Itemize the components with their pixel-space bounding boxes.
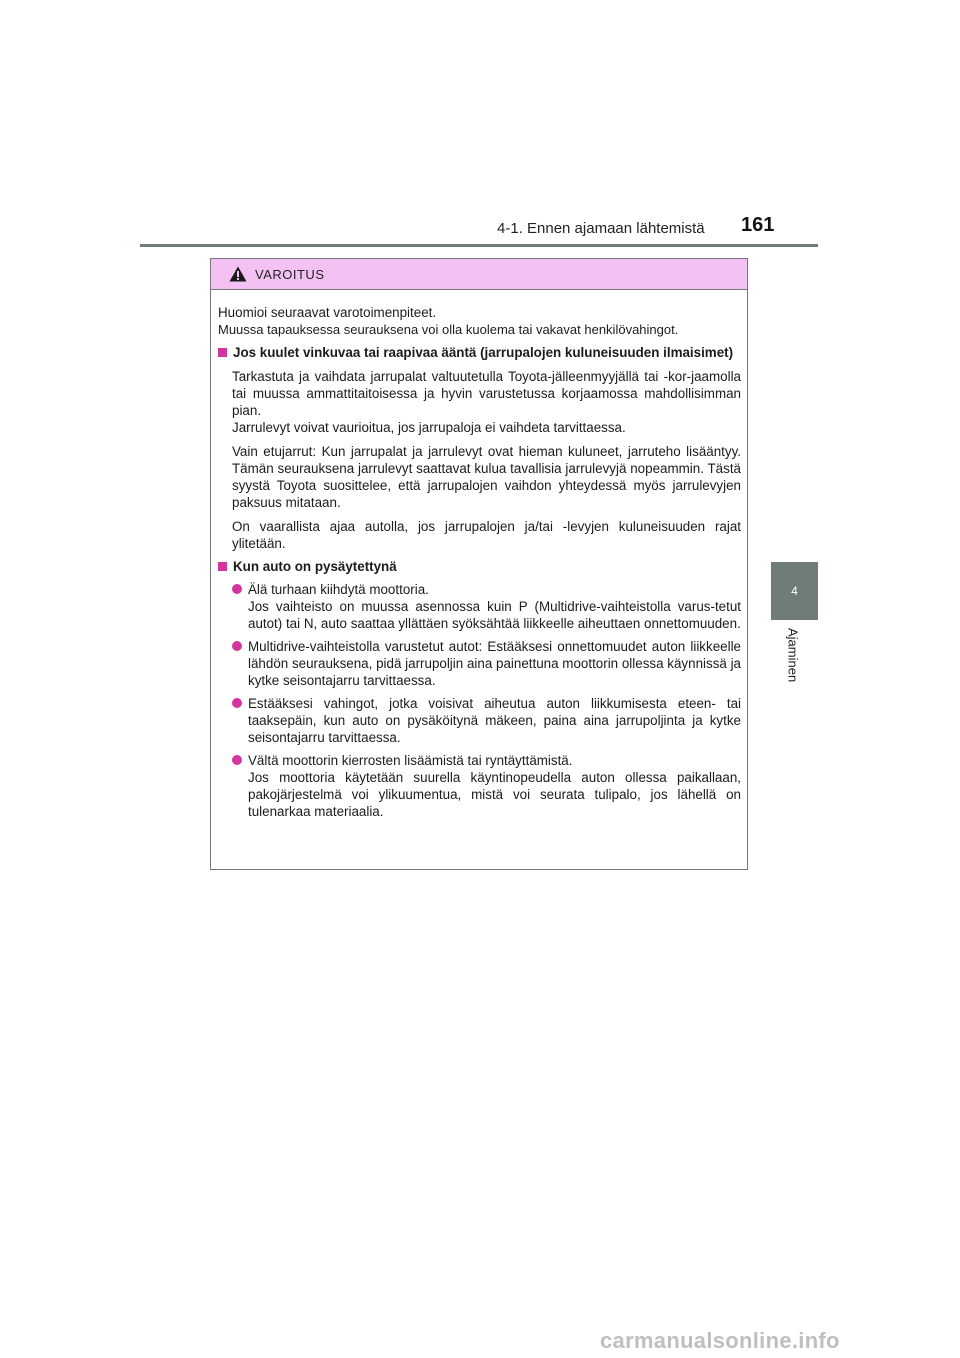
intro-line-1: Huomioi seuraavat varotoimenpiteet. [218, 305, 437, 320]
section-title-text: Kun auto on pysäytettynä [233, 559, 397, 574]
chapter-label: Ajaminen [785, 628, 801, 683]
list-item [232, 752, 741, 820]
circle-bullet-icon [232, 755, 242, 765]
list-item-text [248, 638, 741, 689]
section-brake-wear [218, 344, 741, 552]
chapter-number: 4 [791, 584, 798, 598]
square-bullet-icon [218, 562, 227, 571]
watermark-text: carmanualsonline.info [600, 1328, 840, 1353]
section-vehicle-stopped [218, 558, 741, 820]
warning-triangle-icon [229, 266, 247, 282]
warning-box [210, 258, 748, 870]
paragraph-line: Jarrulevyt voivat vaurioitua, jos jarrupaloja ei vaihdeta tarvittaessa. [232, 420, 626, 435]
circle-bullet-icon [232, 698, 242, 708]
paragraph-line: Tarkastuta ja vaihdata jarrupalat valtuutetulla Toyota-jälleenmyyjällä tai -kor-jaamolla tai muussa ammattitaitoisessa ja hyvin varustetussa korjaamossa mahdollisimman pian. [232, 369, 741, 418]
circle-bullet-icon [232, 641, 242, 651]
header-divider [140, 244, 818, 247]
section-title: 4-1. Ennen ajamaan lähtemistä [497, 220, 705, 237]
section-heading [218, 558, 741, 575]
square-bullet-icon [218, 348, 227, 357]
list-item [232, 581, 741, 632]
list-item-text [248, 752, 741, 820]
page-number: 161 [741, 214, 775, 236]
list-item-line: Jos vaihteisto on muussa asennossa kuin P (Multidrive-vaihteistolla varus-tetut autot) tai N, auto saattaa yllättäen syöksähtää liikkeelle aiheuttaen onnettomuuden. [248, 599, 741, 631]
list-item-line: Vältä moottorin kierrosten lisäämistä tai ryntäyttämistä. [248, 753, 573, 768]
list-item-line: Multidrive-vaihteistolla varustetut autot: Estääksesi onnettomuudet auton liikkeelle lähdön seurauksena, pidä jarrupoljin aina painettuna moottorin ollessa käynnissä ja kytke seisontajarru tarvittaessa. [248, 639, 741, 688]
paragraph [232, 368, 741, 436]
section-title-text: Jos kuulet vinkuvaa tai raapivaa ääntä (jarrupalojen kuluneisuuden ilmaisimet) [233, 345, 734, 360]
list-item [232, 695, 741, 746]
list-item-line: Älä turhaan kiihdytä moottoria. [248, 582, 429, 597]
warning-intro [218, 304, 741, 338]
paragraph: Vain etujarrut: Kun jarrupalat ja jarrulevyt ovat hieman kuluneet, jarruteho lisääntyy. Tämän seurauksena jarrulevyt saattavat kulua tavallisia jarrulevyjä nopeammin. Tästä syystä Toyota suosittelee, että jarrupalojen vaihdon yhteydessä myös jarrulevyjen paksuus mitataan. [232, 444, 741, 510]
list-item-line: Jos moottoria käytetään suurella käyntinopeudella auton ollessa paikallaan, pakojärjestelmä voi ylikuumentua, mistä voi seurata tulipalo, jos lähellä on tulenarkaa materiaalia. [248, 770, 741, 819]
paragraph: On vaarallista ajaa autolla, jos jarrupalojen ja/tai -levyjen kuluneisuuden rajat ylitetään. [232, 519, 741, 551]
warning-header [211, 259, 747, 290]
list-item-text [248, 581, 741, 632]
intro-line-2: Muussa tapauksessa seurauksena voi olla kuolema tai vakavat henkilövahingot. [218, 322, 679, 337]
list-item [232, 638, 741, 689]
chapter-tab [771, 562, 818, 620]
list-item-text [248, 695, 741, 746]
warning-body [211, 290, 747, 820]
circle-bullet-icon [232, 584, 242, 594]
list-item-line: Estääksesi vahingot, jotka voisivat aiheutua auton liikkumisesta eteen- tai taaksepäin, kun auto on pysäköitynä mäkeen, paina aina jarrupoljinta ja kytke seisontajarru tarvittaessa. [248, 696, 741, 745]
warning-title: VAROITUS [255, 266, 325, 282]
section-heading [218, 344, 741, 361]
